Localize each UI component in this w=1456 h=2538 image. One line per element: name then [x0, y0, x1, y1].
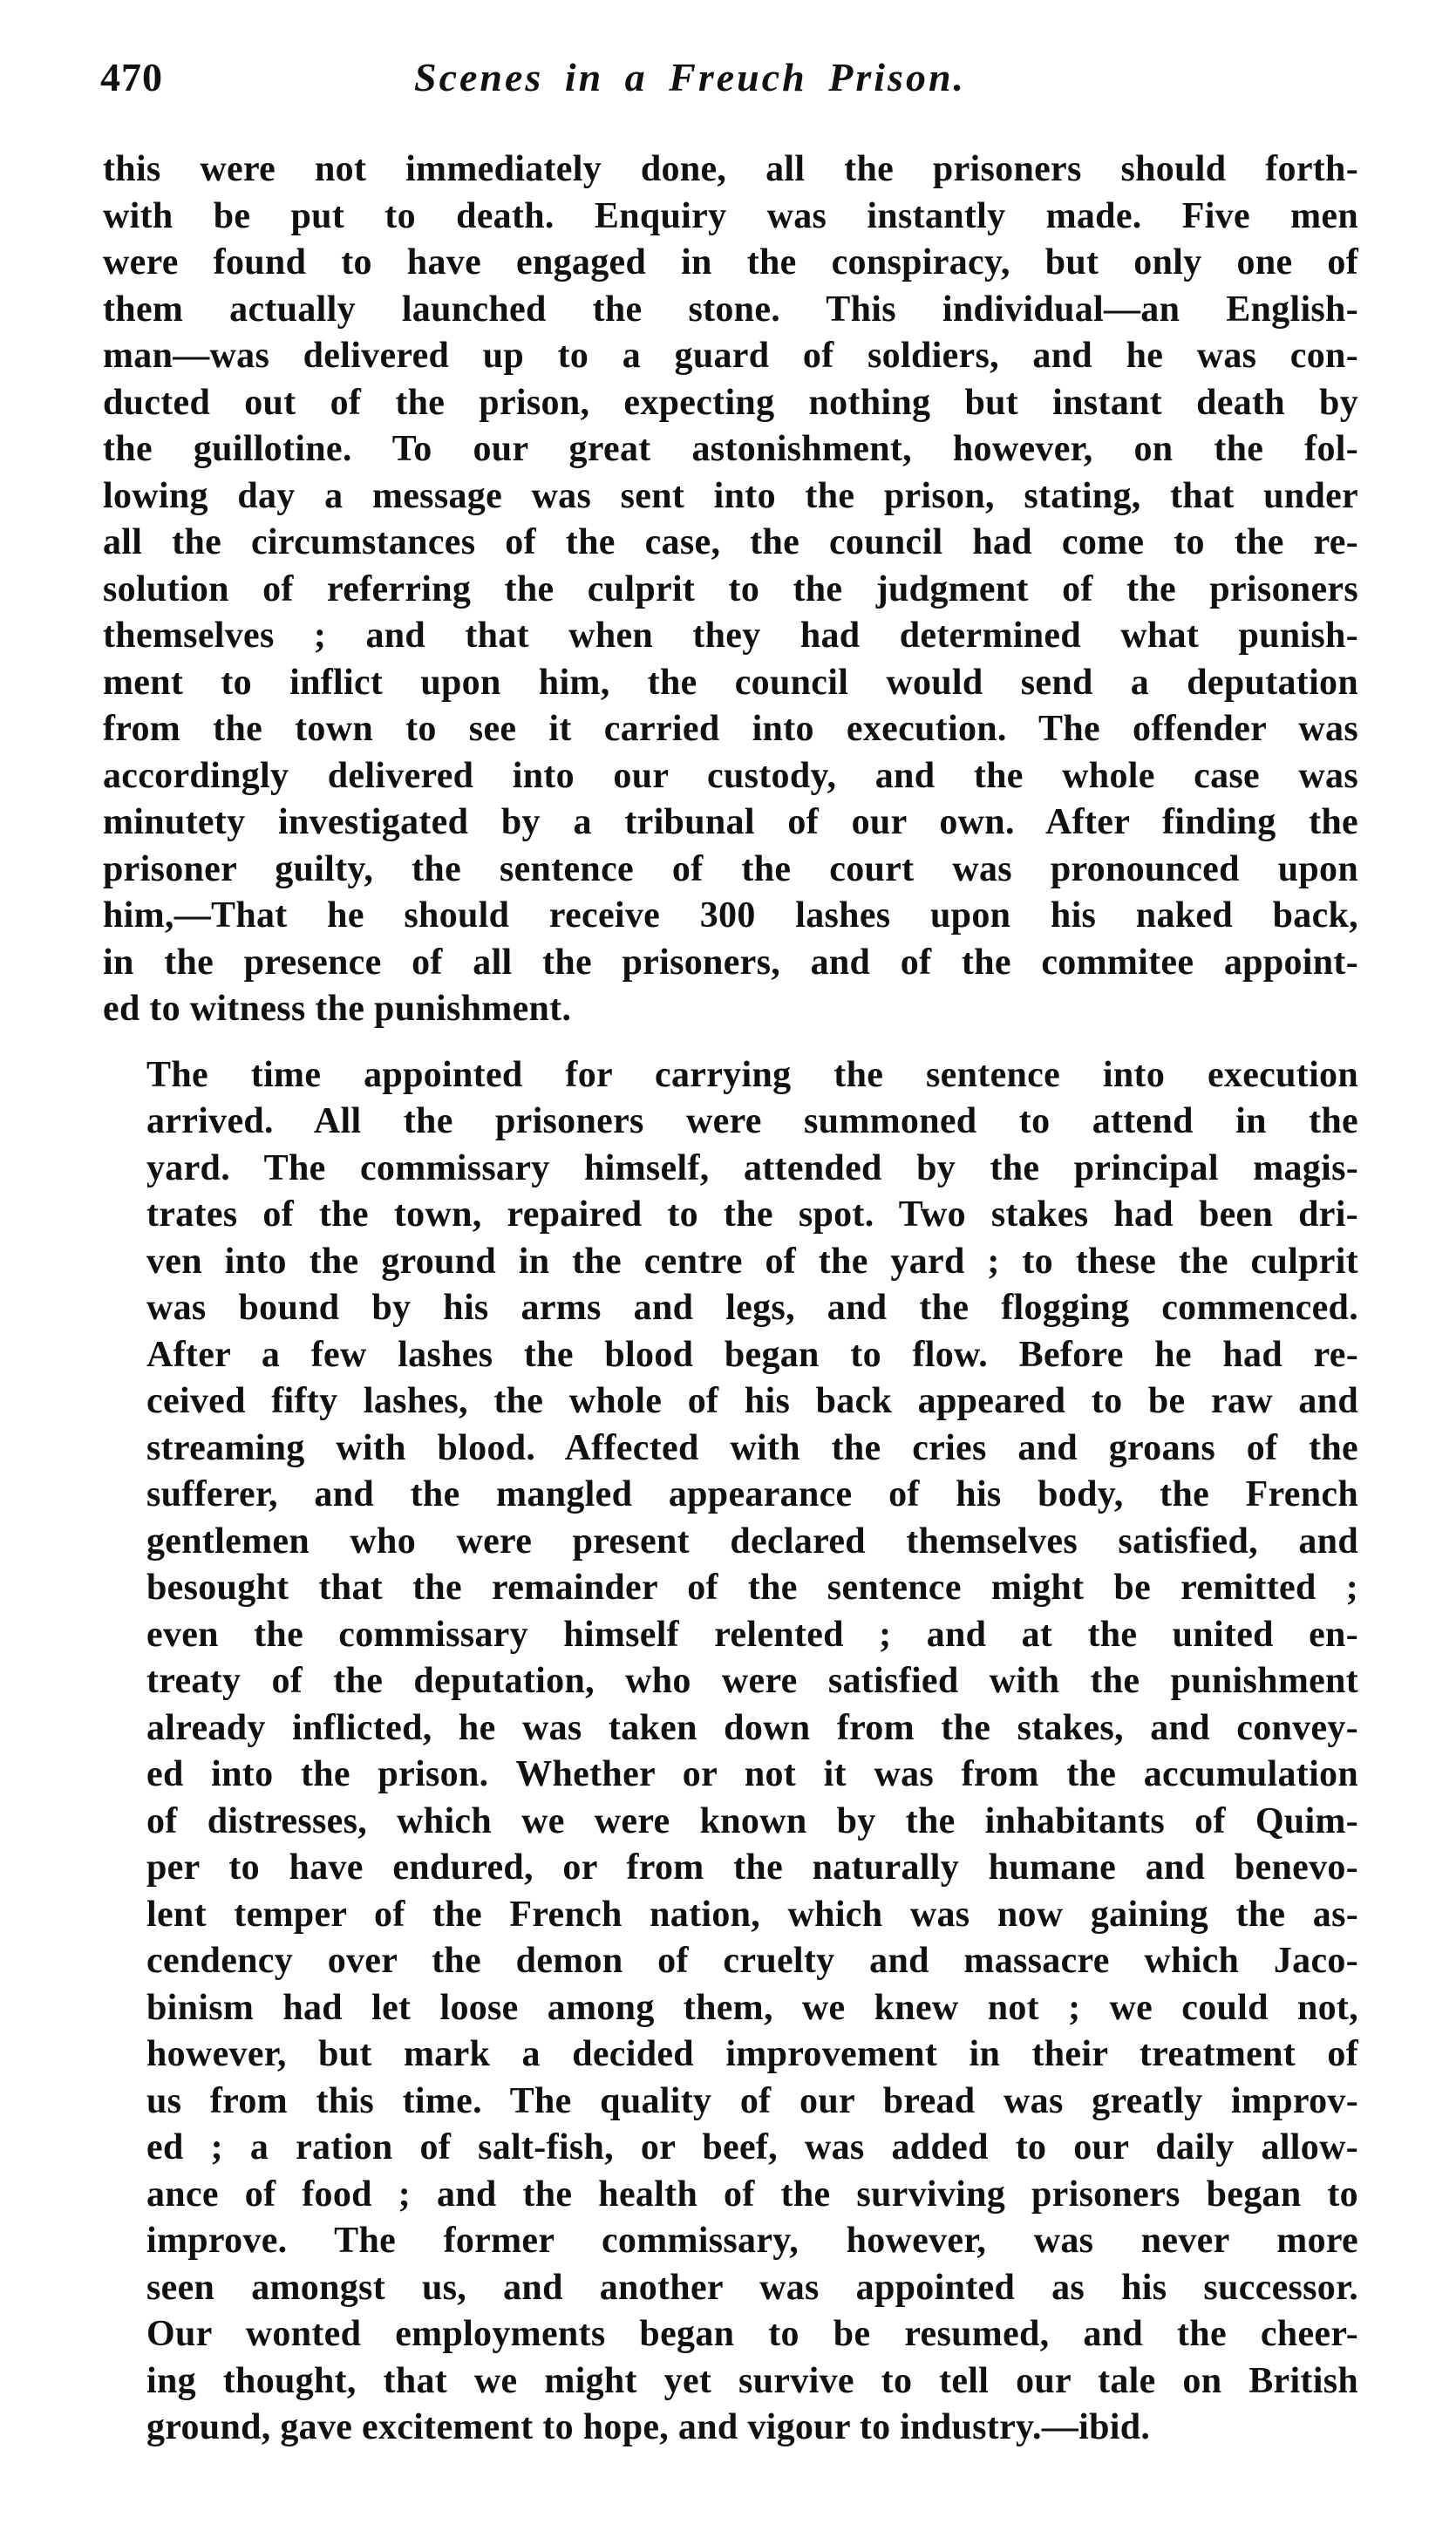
text-line: After a few lashes the blood began to flow. Before he had re-: [146, 1334, 1358, 1375]
text-line: The time appointed for carrying the sentence into execution: [146, 1054, 1358, 1095]
text-line: in the presence of all the prisoners, and of the commitee appoint-: [103, 942, 1358, 983]
paragraph: [103, 146, 1358, 1033]
text-line: ment to inflict upon him, the council would send a deputation: [103, 662, 1358, 703]
text-line: all the circumstances of the case, the council had come to the re-: [103, 522, 1358, 562]
page-header: [100, 54, 1356, 115]
text-line: even the commissary himself relented ; and at the united en-: [146, 1614, 1358, 1655]
text-line: lowing day a message was sent into the prison, stating, that under: [103, 475, 1358, 516]
text-line: the guillotine. To our great astonishment, however, on the fol-: [103, 429, 1358, 469]
body-text: [103, 146, 1358, 2452]
text-line: was bound by his arms and legs, and the flogging commenced.: [146, 1288, 1358, 1328]
text-line: trates of the town, repaired to the spot. Two stakes had been dri-: [146, 1194, 1358, 1235]
text-line: yard. The commissary himself, attended by the principal magis-: [146, 1147, 1358, 1188]
text-line: us from this time. The quality of our bread was greatly improv-: [146, 2080, 1358, 2121]
text-line: themselves ; and that when they had determined what punish-: [103, 616, 1358, 656]
text-line: were found to have engaged in the conspiracy, but only one of: [103, 242, 1358, 282]
text-line: arrived. All the prisoners were summoned to attend in the: [146, 1101, 1358, 1141]
text-line: them actually launched the stone. This individual—an English-: [103, 289, 1358, 330]
text-line: cendency over the demon of cruelty and massacre which Jaco-: [146, 1941, 1358, 1981]
text-line: gentlemen who were present declared themselves satisfied, and: [146, 1521, 1358, 1562]
text-line: ven into the ground in the centre of the yard ; to these the culprit: [146, 1241, 1358, 1282]
text-line: ing thought, that we might yet survive to tell our tale on British: [146, 2360, 1358, 2401]
text-line: besought that the remainder of the sentence might be remitted ;: [146, 1568, 1358, 1608]
text-line: ducted out of the prison, expecting nothing but instant death by: [103, 382, 1358, 423]
text-line: per to have endured, or from the naturally humane and benevo-: [146, 1847, 1358, 1888]
text-line: solution of referring the culprit to the judgment of the prisoners: [103, 568, 1358, 609]
text-line: lent temper of the French nation, which was now gaining the as-: [146, 1894, 1358, 1935]
text-line: treaty of the deputation, who were satisfied with the punishment: [146, 1661, 1358, 1701]
text-line: ground, gave excitement to hope, and vigour to industry.—ibid.: [146, 2407, 1151, 2447]
text-line: with be put to death. Enquiry was instantly made. Five men: [103, 195, 1358, 236]
text-line: however, but mark a decided improvement in their treatment of: [146, 2034, 1358, 2074]
running-head: Scenes in a Freuch Prison.: [414, 55, 967, 99]
text-line: accordingly delivered into our custody, and the whole case was: [103, 755, 1358, 796]
text-line: ance of food ; and the health of the surviving prisoners began to: [146, 2174, 1358, 2215]
text-line: prisoner guilty, the sentence of the court was pronounced upon: [103, 848, 1358, 889]
text-line: man—was delivered up to a guard of soldiers, and he was con-: [103, 336, 1358, 376]
page-number: 470: [100, 55, 163, 99]
text-line: already inflicted, he was taken down from the stakes, and convey-: [146, 1707, 1358, 1748]
text-line: Our wonted employments began to be resumed, and the cheer-: [146, 2314, 1358, 2354]
text-line: ed ; a ration of salt-fish, or beef, was added to our daily allow-: [146, 2127, 1358, 2167]
text-line: binism had let loose among them, we knew not ; we could not,: [146, 1987, 1358, 2028]
text-line: sufferer, and the mangled appearance of his body, the French: [146, 1474, 1358, 1514]
text-line: from the town to see it carried into execution. The offender was: [103, 709, 1358, 749]
text-line: him,—That he should receive 300 lashes upon his naked back,: [103, 895, 1358, 936]
text-line: ed into the prison. Whether or not it was from the accumulation: [146, 1754, 1358, 1794]
text-line: seen amongst us, and another was appointed as his successor.: [146, 2267, 1358, 2308]
text-line: ceived fifty lashes, the whole of his back appeared to be raw and: [146, 1381, 1358, 1421]
text-line: of distresses, which we were known by the inhabitants of Quim-: [146, 1800, 1358, 1841]
paragraph: [103, 1052, 1358, 2452]
text-line: streaming with blood. Affected with the cries and groans of the: [146, 1427, 1358, 1468]
text-line: this were not immediately done, all the prisoners should forth-: [103, 149, 1358, 189]
text-line: improve. The former commissary, however, was never more: [146, 2221, 1358, 2261]
text-line: ed to witness the punishment.: [103, 989, 572, 1029]
text-line: minutety investigated by a tribunal of our own. After finding the: [103, 802, 1358, 842]
